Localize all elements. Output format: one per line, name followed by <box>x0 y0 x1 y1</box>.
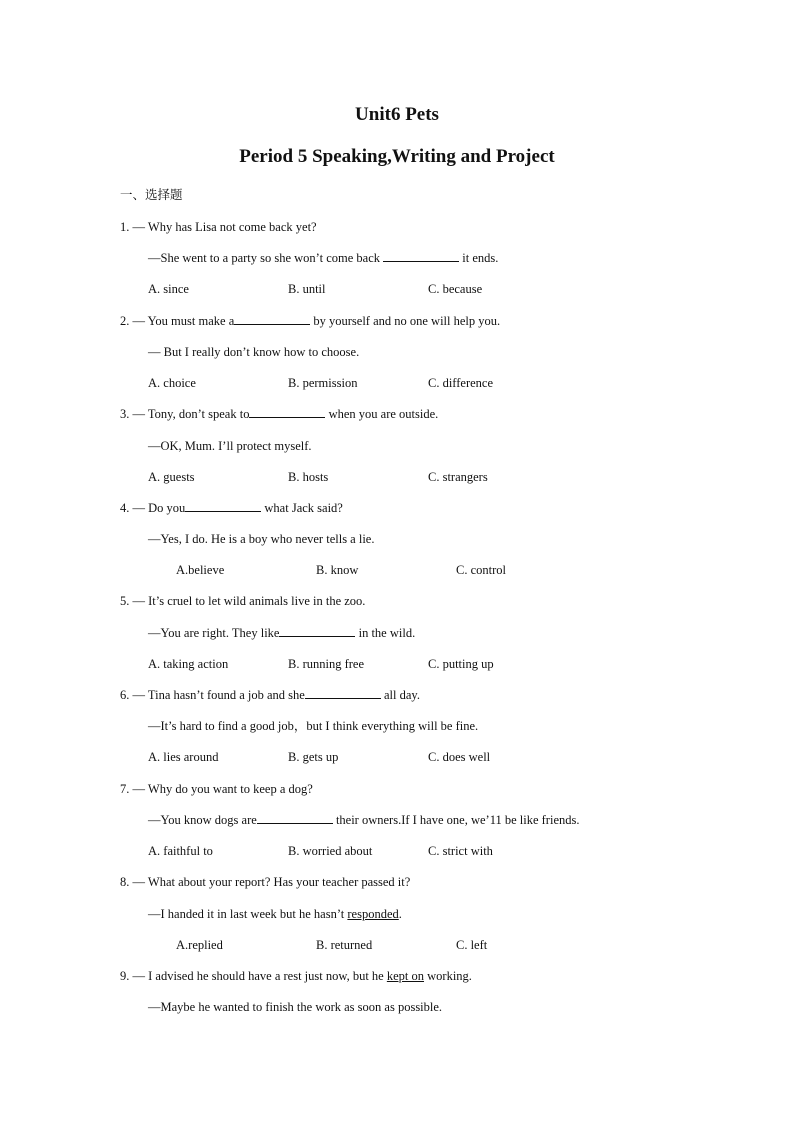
question-8: 8. — What about your report? Has your teacher passed it? <box>120 875 411 889</box>
response-9: —Maybe he wanted to finish the work as soon as possible. <box>148 1000 443 1014</box>
answer-blank <box>383 250 459 262</box>
option-b: B. until <box>288 282 326 296</box>
option-c: C. control <box>456 563 506 577</box>
option-a: A. choice <box>148 376 196 390</box>
question-4: 4. — Do you what Jack said? <box>120 501 343 515</box>
section-heading: 一、选择题 <box>120 188 183 202</box>
option-b: B. returned <box>316 938 373 952</box>
response-5: —You are right. They like in the wild. <box>148 626 416 640</box>
response-8: —I handed it in last week but he hasn’t responded. <box>148 907 402 921</box>
option-c: C. strangers <box>428 470 488 484</box>
page-title: Unit6 Pets <box>355 104 439 125</box>
option-a: A. lies around <box>148 750 219 764</box>
question-7: 7. — Why do you want to keep a dog? <box>120 782 313 796</box>
question-5: 5. — It’s cruel to let wild animals live in the zoo. <box>120 594 366 608</box>
option-b: B. permission <box>288 376 358 390</box>
option-a: A. since <box>148 282 189 296</box>
option-b: B. know <box>316 563 359 577</box>
option-a: A. guests <box>148 470 195 484</box>
answer-blank <box>257 812 333 824</box>
response-1: —She went to a party so she won’t come back it ends. <box>148 251 499 265</box>
option-c: C. does well <box>428 750 491 764</box>
answer-blank <box>279 625 355 637</box>
option-a: A. faithful to <box>148 844 213 858</box>
option-a: A.believe <box>176 563 225 577</box>
option-c: C. difference <box>428 376 494 390</box>
response-6: —It’s hard to find a good job，but I think everything will be fine. <box>148 719 479 733</box>
response-2: — But I really don’t know how to choose. <box>148 345 360 359</box>
response-4: —Yes, I do. He is a boy who never tells a lie. <box>148 532 375 546</box>
option-c: C. strict with <box>428 844 493 858</box>
option-b: B. worried about <box>288 844 373 858</box>
option-c: C. because <box>428 282 483 296</box>
option-a: A. taking action <box>148 657 229 671</box>
question-6: 6. — Tina hasn’t found a job and she all day. <box>120 688 420 702</box>
option-c: C. left <box>456 938 488 952</box>
answer-blank <box>185 500 261 512</box>
option-b: B. gets up <box>288 750 339 764</box>
answer-blank <box>234 313 310 325</box>
underlined-word: responded <box>347 907 399 921</box>
option-a: A.replied <box>176 938 223 952</box>
question-2: 2. — You must make a by yourself and no one will help you. <box>120 314 501 328</box>
question-9: 9. — I advised he should have a rest just now, but he kept on working. <box>120 969 472 983</box>
response-7: —You know dogs are their owners.If I have one, we’11 be like friends. <box>148 813 580 827</box>
question-3: 3. — Tony, don’t speak to when you are outside. <box>120 407 439 421</box>
answer-blank <box>249 406 325 418</box>
answer-blank <box>305 687 381 699</box>
page-subtitle: Period 5 Speaking,Writing and Project <box>239 146 555 167</box>
underlined-word: kept on <box>386 969 425 983</box>
option-b: B. running free <box>288 657 365 671</box>
option-b: B. hosts <box>288 470 329 484</box>
question-1: 1. — Why has Lisa not come back yet? <box>120 220 317 234</box>
response-3: —OK, Mum. I’ll protect myself. <box>148 439 312 453</box>
option-c: C. putting up <box>428 657 494 671</box>
